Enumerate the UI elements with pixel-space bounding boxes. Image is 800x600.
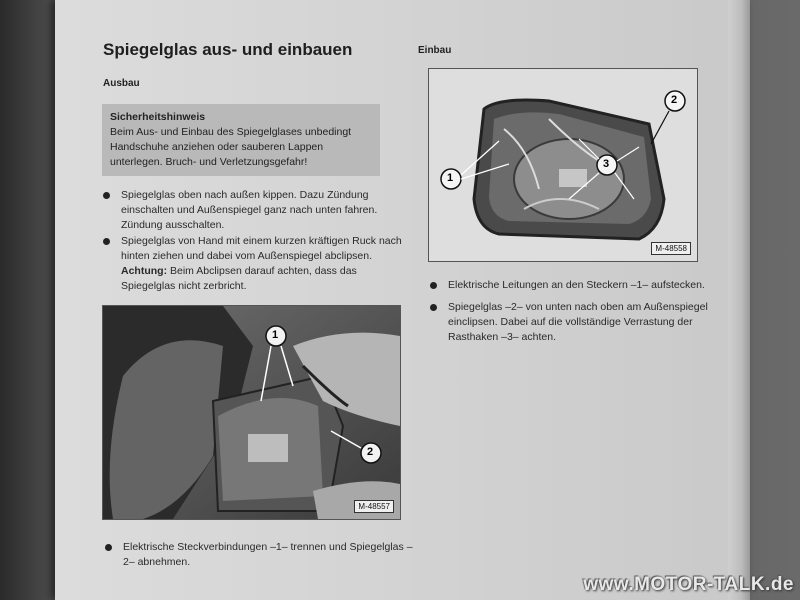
manual-page bbox=[55, 0, 750, 600]
ausbau-step-1: Spiegelglas oben nach außen kippen. Dazu Zündung einschalten und Außenspiegel ganz nach unten fahren. Zündung ausschalten. bbox=[103, 188, 411, 233]
einbau-photo-label: M-48558 bbox=[651, 242, 691, 255]
ausbau-step-3: Elektrische Steckverbindungen –1– trennen und Spiegelglas –2– abnehmen. bbox=[105, 540, 413, 570]
einbau-step-1: Elektrische Leitungen an den Steckern –1– aufstecken. bbox=[430, 278, 738, 293]
ausbau-callout-2: 2 bbox=[367, 446, 374, 458]
ausbau-step-2-warning: Achtung: bbox=[121, 265, 168, 277]
ausbau-photo-label: M-48557 bbox=[354, 500, 394, 513]
safety-note bbox=[102, 104, 380, 176]
page-title: Spiegelglas aus- und einbauen bbox=[103, 40, 353, 59]
ausbau-photo-image bbox=[103, 306, 400, 519]
ausbau-step-2-text: Spiegelglas von Hand mit einem kurzen kräftigen Ruck nach hinten ziehen und dabei vom Außenspiegel abclipsen. bbox=[121, 235, 402, 262]
safety-note-text: Beim Aus- und Einbau des Spiegelglases unbedingt Handschuhe anziehen oder sauberen Lappen unterlegen. Bruch- und Verletzungsgefahr! bbox=[110, 126, 352, 168]
einbau-photo-image bbox=[429, 69, 697, 261]
watermark: www.MOTOR-TALK.de bbox=[583, 574, 794, 595]
safety-note-title: Sicherheitshinweis bbox=[110, 111, 206, 123]
einbau-callout-2: 2 bbox=[671, 94, 678, 106]
einbau-step-2: Spiegelglas –2– von unten nach oben am Außenspiegel einclipsen. Dabei auf die vollständige Verrastung der Rasthaken –3– achten. bbox=[430, 300, 738, 345]
einbau-callout-3: 3 bbox=[603, 158, 610, 170]
ausbau-heading: Ausbau bbox=[103, 78, 140, 89]
ausbau-step-2-tail: Beim Abclipsen darauf achten, dass das Spiegelglas nicht zerbricht. bbox=[121, 265, 357, 292]
einbau-heading: Einbau bbox=[418, 45, 452, 56]
ausbau-photo bbox=[102, 305, 401, 520]
ausbau-callout-1: 1 bbox=[272, 329, 279, 341]
einbau-photo bbox=[428, 68, 698, 262]
einbau-callout-1: 1 bbox=[447, 172, 454, 184]
ausbau-step-2 bbox=[103, 234, 411, 294]
